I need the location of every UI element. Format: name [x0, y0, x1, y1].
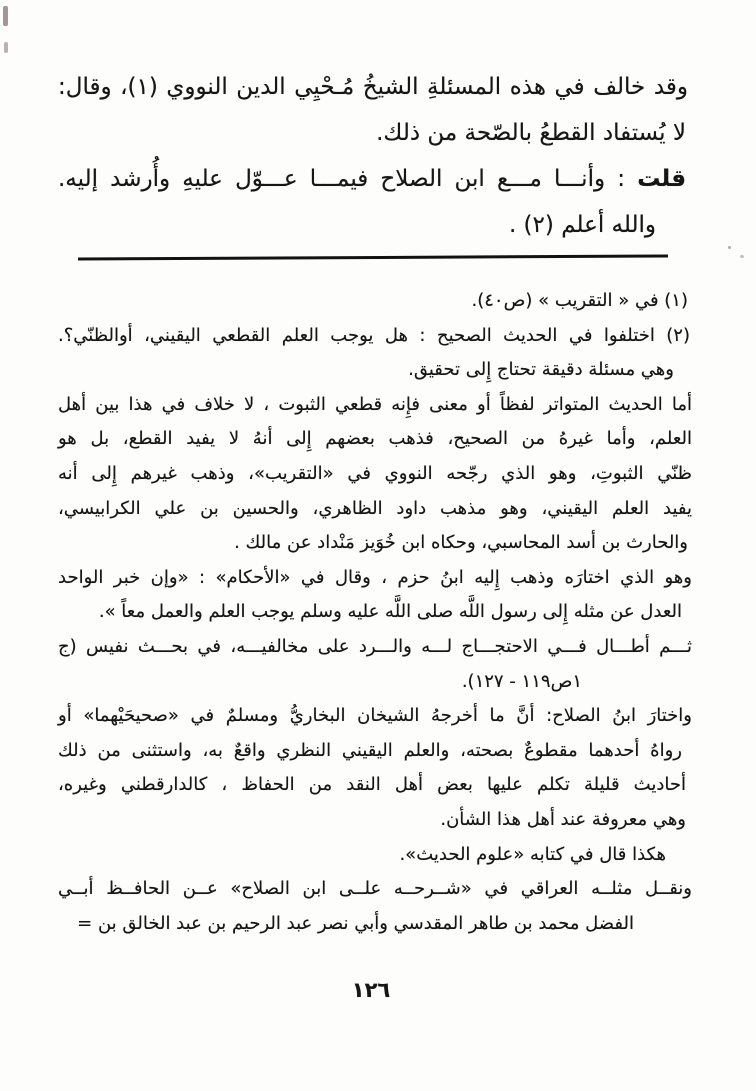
footnote-line-12: ١ص١١٩ - ١٢٧). [461, 670, 582, 692]
footnote-line-3: وهي مسئلة دقيقة تحتاج إِلى تحقيق. [408, 359, 674, 381]
footnote-line-1: (١) في « التقريب » (ص٤٠). [471, 290, 688, 311]
footnote-line-9: وهو الذي اختارَه وذهب إِليه ابنُ حزم ، وقال في «الأحكام» : «وإن خبر الواحد [58, 566, 692, 588]
main-text-block [58, 64, 692, 248]
footnote-line-7: يفيد العلم اليقيني، وهو مذهب داود الظاهري، والحسين بن علي الكرابيسي، [58, 497, 692, 519]
footnote-line-10: العدل عن مثله إِلى رسول اللَّه صلى اللَّه عليه وسلم يوجب العلم والعمل معاً ». [98, 601, 682, 623]
footnote-line-18: ونقــل مثلــه العراقي في «شــرحــه علــى ابن الصلاح» عــن الحافــظ أبــي [58, 878, 692, 900]
scan-artifact [3, 6, 8, 26]
footnote-line-13: واختارَ ابنُ الصلاح: أنَّ ما أخرجهُ الشيخان البخاريُّ ومسلمٌ في «صحيحَيْهما» أو [58, 705, 692, 727]
footnote-line-17: هكذا قال في كتابه «علوم الحديث». [399, 843, 666, 865]
footnote-line-8: والحارث بن أسد المحاسبي، وحكاه ابن خُوَيز مَنْداد عن مالك . [234, 532, 688, 554]
footnotes-block [58, 284, 692, 941]
main-text-line-3-rest: : وأنـــا مـــع ابن الصلاح فيمـــا عـــوّل عليهِ وأُرشد إليه. [58, 166, 626, 192]
footnote-line-11: ثـــم أطـــال فـــي الاحتجـــاج لـــه والـــرد على مخالفيـــه، في بحـــث نفيس (ج [58, 635, 692, 657]
footnote-line-19: الفضل محمد بن طاهر المقدسي وأبي نصر عبد الرحيم بن عبد الخالق بن = [77, 912, 634, 934]
scan-artifact [740, 255, 744, 258]
main-text-line-4: والله أعلم (٢) . [508, 212, 656, 238]
footnote-line-14: رواهُ أحدهما مقطوعٌ بصحته، والعلم اليقيني النظري واقعٌ به، واستثنى من ذلك [58, 739, 682, 761]
scan-artifact [4, 42, 8, 53]
main-text-line-1: وقد خالف في هذه المسئلةِ الشيخُ مُـحْيِي الدين النووي (١)، وقال: [58, 74, 689, 100]
main-text-line-2: لا يُستفاد القطعُ بالصّحة من ذلك. [376, 120, 686, 146]
page-number: ١٢٦ [351, 978, 391, 1002]
main-text-line-3 [58, 156, 692, 202]
footnote-line-6: ظنّي الثبوتِ، وهو الذي رجّحه النووي في «التقريب»، وذهب غيرهم إِلى أنه [58, 462, 692, 484]
footnote-line-4: أما الحديث المتواتر لفظاً أو معنى فإِنه قطعي الثبوت ، لا خلاف في هذا بين أهل [58, 393, 692, 415]
footnote-line-2: (٢) اختلفوا في الحديث الصحيح : هل يوجب العلم القطعي اليقيني، أوالظنّي؟. [58, 324, 690, 346]
qultu-lead-word: قلت [637, 166, 686, 192]
footnote-separator-rule [78, 254, 668, 260]
footnote-line-15: أحاديث قليلة تكلم عليها بعض أهل النقد من الحفاظ ، كالدارقطني وغيره، [58, 774, 686, 796]
scan-artifact [728, 246, 731, 249]
footnote-line-16: وهي معروفة عند أهل هذا الشأن. [440, 808, 686, 830]
footnote-line-5: العلم، وأما غيرهُ من الصحيح، فذهب بعضهم إِلى أنهُ لا يفيد القطع، بل هو [58, 428, 692, 450]
